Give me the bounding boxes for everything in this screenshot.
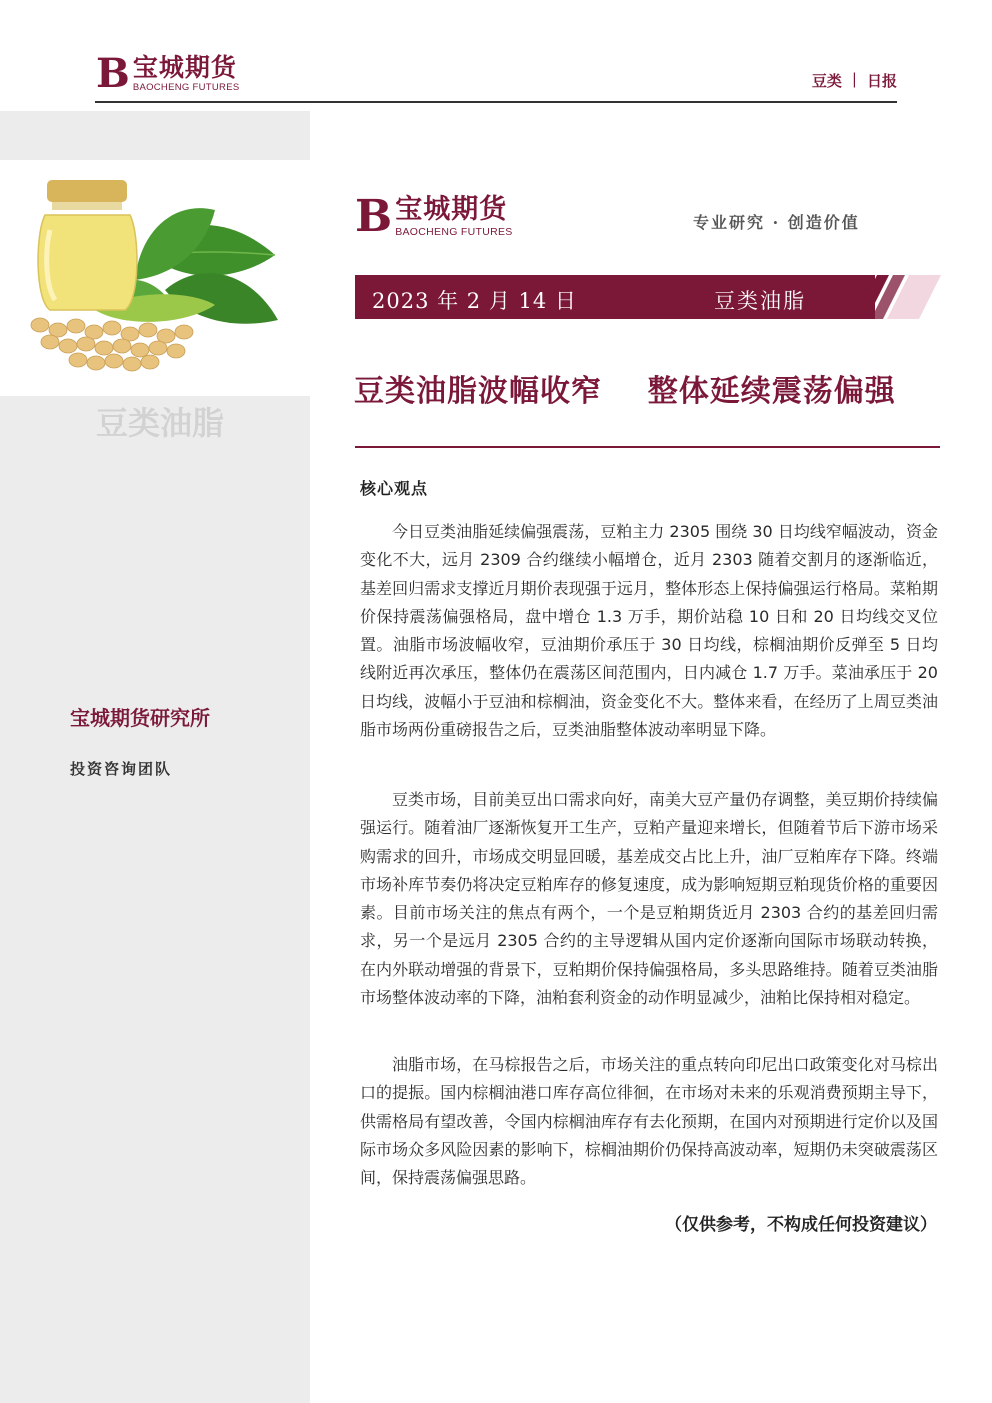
paragraph-1: 今日豆类油脂延续偏强震荡，豆粕主力 2305 围绕 30 日均线窄幅波动，资金变化不大，远月 2309 合约继续小幅增仓，近月 2303 随着交割月的逐渐临近，基差回归需求支撑近月期价表现强于远月，整体形态上保持偏强运行格局。菜粕期价保持震荡偏强格局，盘中增仓 1.3 万手，期价站稳 10 日和 20 日均线交叉位置。油脂市场波幅收窄，豆油期价承压于 30 日均线，棕榈油期价反弹至 5 日均线附近再次承压，整体仍在震荡区间范围内，日内减仓 1.7 万手。菜油承压于 20 日均线，波幅小于豆油和棕榈油，资金变化不大。整体来看，在经历了上周豆类油脂市场两份重磅报告之后，豆类油脂整体波动率明显下降。 <box>360 522 938 740</box>
title-divider <box>355 446 940 448</box>
sidebar-category-watermark: 豆类油脂 <box>95 404 224 442</box>
main-logo <box>355 191 513 242</box>
report-date: 2023 年 2 月 14 日 <box>372 289 577 313</box>
logo-mark: B <box>96 50 130 97</box>
paragraph-2: 豆类市场，目前美豆出口需求向好，南美大豆产量仍存调整，美豆期价持续偏强运行。随着油厂逐渐恢复开工生产，豆粕产量迎来增长，但随着节后下游市场采购需求的回升，市场成交明显回暖，基差成交占比上升，油厂豆粕库存下降。终端市场补库节奏仍将决定豆粕库存的修复速度，成为影响短期豆粕现货价格的重要因素。目前市场关注的焦点有两个，一个是豆粕期货近月 2303 合约的基差回归需求，另一个是远月 2305 合约的主导逻辑从国内定价逐渐向国际市场联动转换，在内外联动增强的背景下，豆粕期价保持偏强格局，多头思路维持。随着豆类油脂市场整体波动率的下降，油粕套利资金的动作明显减少，油粕比保持相对稳定。 <box>360 790 938 1008</box>
logo-en-text: BAOCHENG FUTURES <box>132 82 240 94</box>
team-name: 投资咨询团队 <box>70 760 173 778</box>
header-logo <box>96 50 240 97</box>
logo-en-text: BAOCHENG FUTURES <box>395 226 513 239</box>
research-institute-name: 宝城期货研究所 <box>70 706 210 730</box>
slogan: 专业研究 · 创造价值 <box>693 213 860 232</box>
disclaimer: （仅供参考，不构成任何投资建议） <box>665 1215 937 1235</box>
logo-mark: B <box>355 191 393 242</box>
logo-cn-text: 宝城期货 <box>132 53 237 83</box>
header-divider <box>95 101 897 103</box>
paragraph-3: 油脂市场，在马棕报告之后，市场关注的重点转向印尼出口政策变化对马棕出口的提振。国内棕榈油港口库存高位徘徊，在市场对未来的乐观消费预期主导下，供需格局有望改善，令国内棕榈油库存有去化预期，在国内对预期进行定价以及国际市场众多风险因素的影响下，棕榈油期价仍保持高波动率，短期仍未突破震荡区间，保持震荡偏强思路。 <box>360 1055 938 1188</box>
logo-cn-text: 宝城期货 <box>395 194 508 226</box>
section-heading: 核心观点 <box>360 479 429 498</box>
soybean-oil-illustration <box>0 160 310 396</box>
report-frequency: 日报 <box>866 72 897 90</box>
report-category: 豆类 <box>811 72 842 90</box>
report-type-tag <box>812 70 897 91</box>
banner-stripes-decoration <box>855 275 945 319</box>
banner-category: 豆类油脂 <box>714 289 806 313</box>
hero-image <box>0 160 310 396</box>
report-title: 豆类油脂波幅收窄 整体延续震荡偏强 <box>354 374 896 409</box>
tag-separator: | <box>851 70 857 88</box>
